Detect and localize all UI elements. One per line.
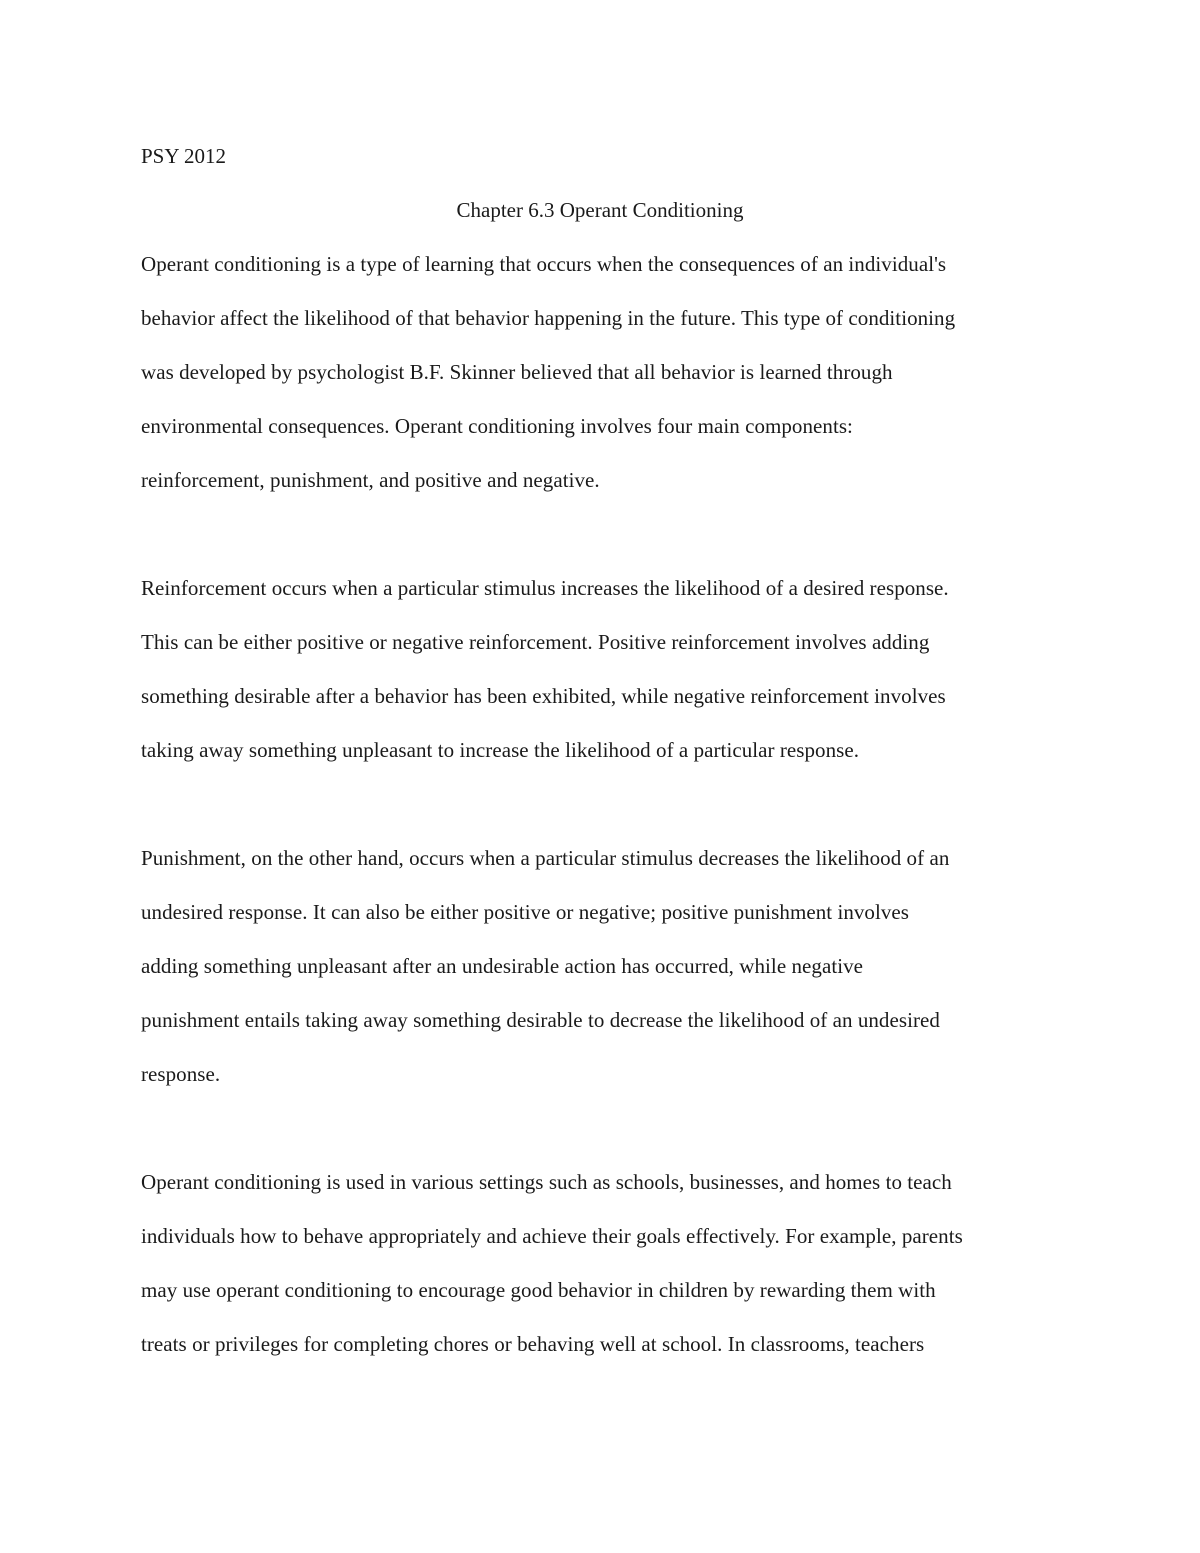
paragraph-2-line-2: This can be either positive or negative reinforcement. Positive reinforcement involves adding bbox=[141, 630, 930, 654]
paragraph-1-line-4: environmental consequences. Operant conditioning involves four main components: bbox=[141, 414, 853, 438]
paragraph-4-line-1: Operant conditioning is used in various settings such as schools, businesses, and homes to teach bbox=[141, 1170, 952, 1194]
paragraph-2-line-4: taking away something unpleasant to increase the likelihood of a particular response. bbox=[141, 738, 860, 762]
paragraph-4-line-4: treats or privileges for completing chores or behaving well at school. In classrooms, teachers bbox=[141, 1332, 925, 1356]
paragraph-2-line-3: something desirable after a behavior has been exhibited, while negative reinforcement involves bbox=[141, 684, 946, 708]
paragraph-3-line-4: punishment entails taking away something desirable to decrease the likelihood of an undesired bbox=[141, 1008, 940, 1032]
paragraph-1-line-5: reinforcement, punishment, and positive and negative. bbox=[141, 468, 600, 492]
paragraph-1-line-1: Operant conditioning is a type of learning that occurs when the consequences of an individual's bbox=[141, 252, 947, 276]
paragraph-4-line-2: individuals how to behave appropriately and achieve their goals effectively. For example, parents bbox=[141, 1224, 963, 1248]
paragraph-3-line-5: response. bbox=[141, 1062, 221, 1086]
paragraph-1-line-2: behavior affect the likelihood of that behavior happening in the future. This type of conditioning bbox=[141, 306, 956, 330]
paragraph-1-line-3: was developed by psychologist B.F. Skinner believed that all behavior is learned through bbox=[141, 360, 893, 384]
paragraph-3-line-2: undesired response. It can also be either positive or negative; positive punishment involves bbox=[141, 900, 910, 924]
paragraph-3-line-3: adding something unpleasant after an undesirable action has occurred, while negative bbox=[141, 954, 864, 978]
document-title: Chapter 6.3 Operant Conditioning bbox=[456, 198, 744, 222]
paragraph-4-line-3: may use operant conditioning to encourage good behavior in children by rewarding them with bbox=[141, 1278, 936, 1302]
paragraph-3-line-1: Punishment, on the other hand, occurs when a particular stimulus decreases the likelihood of an bbox=[141, 846, 950, 870]
paragraph-2-line-1: Reinforcement occurs when a particular stimulus increases the likelihood of a desired response. bbox=[141, 576, 949, 600]
course-code: PSY 2012 bbox=[141, 144, 226, 168]
